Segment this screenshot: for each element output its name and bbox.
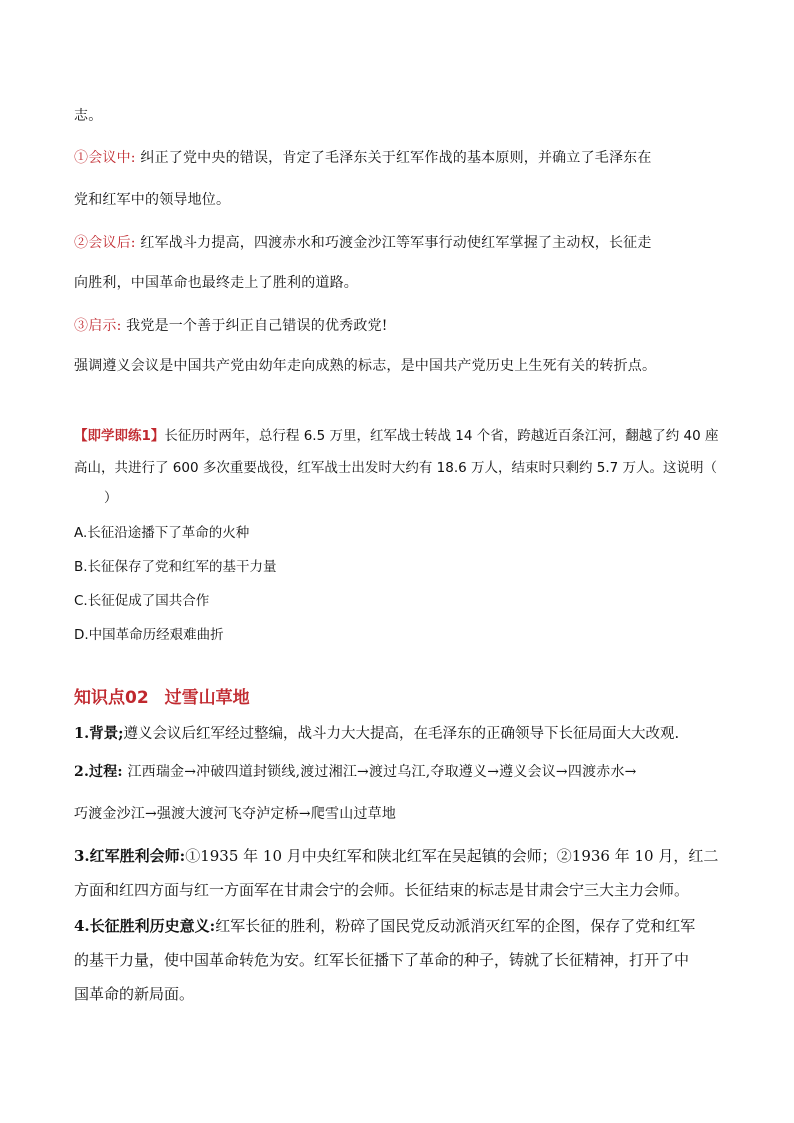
section-title: 过雪山草地 <box>164 688 250 708</box>
meeting-after-line <box>74 233 652 253</box>
background-paragraph <box>74 724 679 744</box>
meeting-during-line <box>74 148 652 168</box>
text: 遵义会议后红军经过整编，战斗力大大提高，在毛泽东的正确领导下长征局面大大改观. <box>123 726 680 742</box>
text: 我党是一个善于纠正自己错误的优秀政党! <box>121 318 388 334</box>
text-line: 国革命的新局面。 <box>74 985 195 1003</box>
text-line: 巧渡金沙江→强渡大渡河飞夺泸定桥→爬雪山过草地 <box>74 806 397 822</box>
significance-paragraph <box>74 916 695 936</box>
marker: ②会议后: <box>74 235 136 251</box>
text: ①1935 年 10 月中央红军和陕北红军在吴起镇的会师；②1936 年 10 月，红二 <box>185 847 719 865</box>
text: 红军战斗力提高，四渡赤水和巧渡金沙江等军事行动使红军掌握了主动权，长征走 <box>135 235 652 251</box>
exercise-label: 【即学即练1】 <box>74 428 165 444</box>
text: 红军长征的胜利，粉碎了国民党反动派消灭红军的企图，保存了党和红军 <box>215 917 696 935</box>
process-paragraph <box>74 762 637 782</box>
label: 4.长征胜利历史意义: <box>74 917 216 935</box>
label: 1.背景; <box>74 725 124 742</box>
text: 长征历时两年，总行程 6.5 万里，红军战士转战 14 个省，跨越近百条江河，翻越了约 40 座 <box>164 428 719 444</box>
option-c[interactable]: C.长征促成了国共合作 <box>74 593 210 609</box>
exercise-stem-line: 高山，共进行了 600 多次重要战役，红军战士出发时大约有 18.6 万人，结束时只剩约 5.7 万人。这说明（ <box>74 460 718 476</box>
emphasis-line: 强调遵义会议是中国共产党由幼年走向成熟的标志，是中国共产党历史上生死有关的转折点。 <box>74 358 657 374</box>
victory-meeting-paragraph <box>74 846 718 866</box>
text-line: 向胜利，中国革命也最终走上了胜利的道路。 <box>74 275 358 291</box>
exercise-stem-line <box>74 426 718 446</box>
text-line: 志。 <box>74 108 103 124</box>
option-a[interactable]: A.长征沿途播下了革命的火种 <box>74 525 250 541</box>
text-line: 的基干力量，使中国革命转危为安。红军长征播下了革命的种子，铸就了长征精神，打开了中 <box>74 951 690 969</box>
text-line: 方面和红四方面与红一方面军在甘肃会宁的会师。长征结束的标志是甘肃会宁三大主力会师。 <box>74 881 690 899</box>
inspiration-line <box>74 316 388 336</box>
label: 3.红军胜利会师: <box>74 847 186 865</box>
text: 江西瑞金→冲破四道封锁线,渡过湘江→渡过乌江,夺取遵义→遵义会议→四渡赤水→ <box>122 764 637 780</box>
option-b[interactable]: B.长征保存了党和红军的基干力量 <box>74 559 277 575</box>
label: 2.过程: <box>74 764 123 780</box>
text: 纠正了党中央的错误，肯定了毛泽东关于红军作战的基本原则，并确立了毛泽东在 <box>135 150 652 166</box>
section-number: 知识点02 <box>74 688 149 708</box>
text-line: 党和红军中的领导地位。 <box>74 192 231 208</box>
option-d[interactable]: D.中国革命历经艰难曲折 <box>74 627 224 643</box>
section-heading <box>74 686 250 710</box>
marker: ①会议中: <box>74 150 136 166</box>
exercise-stem-line: ） <box>104 490 118 506</box>
marker: ③启示: <box>74 318 122 334</box>
